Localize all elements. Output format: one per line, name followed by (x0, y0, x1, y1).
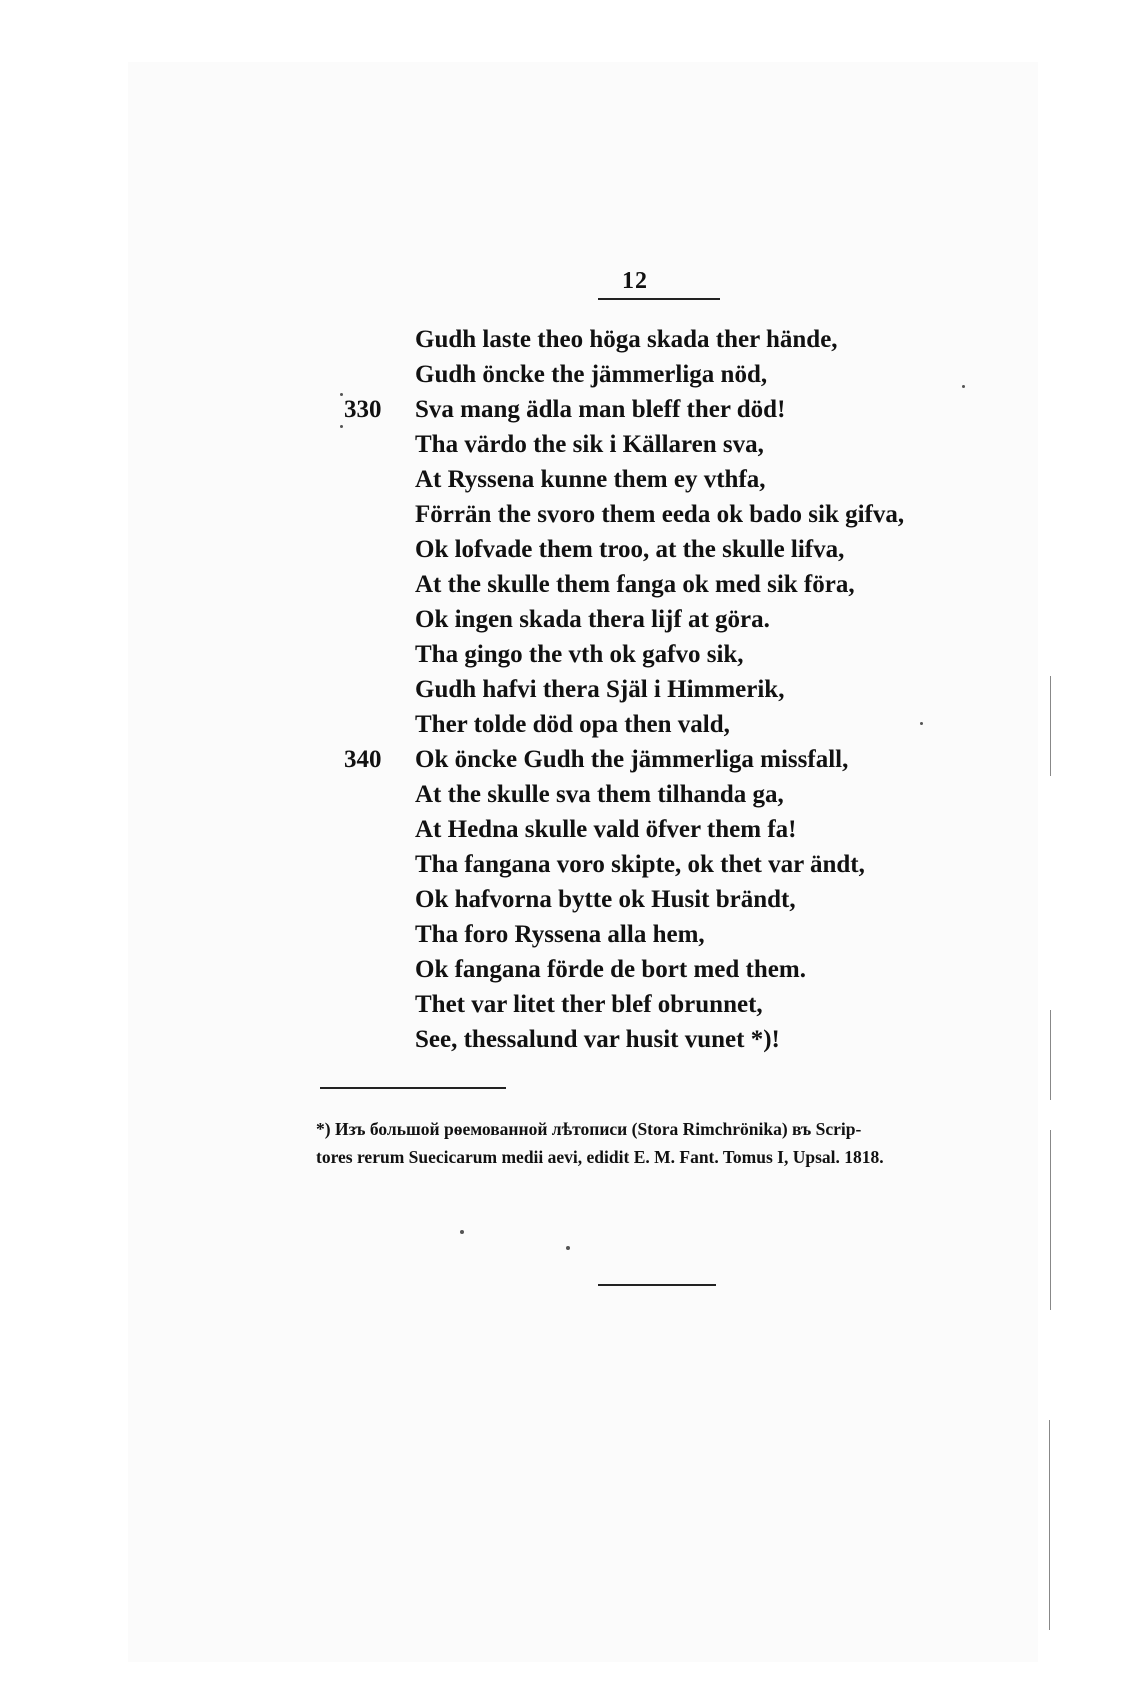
end-rule (598, 1284, 716, 1286)
footnote (316, 1115, 996, 1171)
verse-line (344, 427, 984, 462)
verse-line (344, 882, 984, 917)
scan-edge-line (1050, 1130, 1051, 1310)
verse-text: At Hedna skulle vald öfver them fa! (415, 816, 797, 843)
line-number: 330 (344, 396, 382, 423)
footnote-line-1: *) Изъ большой рѳемованной лѣтописи (Stora Rimchrönika) въ Scrip- (316, 1119, 862, 1139)
scan-edge-line (1049, 1420, 1050, 1630)
verse-line (344, 322, 984, 357)
verse-line (344, 952, 984, 987)
verse-text: Ok fangana förde de bort med them. (415, 956, 806, 983)
footnote-line-2: tores rerum Suecicarum medii aevi, edidit E. M. Fant. Tomus I, Upsal. 1818. (316, 1147, 884, 1167)
verse-text: Tha gingo the vth ok gafvo sik, (415, 641, 744, 668)
verse-text: Gudh öncke the jämmerliga nöd, (415, 361, 768, 388)
scan-speck (566, 1246, 570, 1250)
scan-edge-line (1050, 676, 1051, 776)
page-number: 12 (622, 268, 648, 294)
verse-text: Ther tolde död opa then vald, (415, 711, 730, 738)
verse-text: Gudh hafvi thera Själ i Himmerik, (415, 676, 785, 703)
line-number: 340 (344, 746, 382, 773)
verse-block (344, 322, 984, 1057)
verse-text: Ok öncke Gudh the jämmerliga missfall, (415, 746, 849, 773)
verse-text: See, thessalund var husit vunet *)! (415, 1026, 780, 1053)
verse-line (344, 987, 984, 1022)
verse-line (344, 917, 984, 952)
verse-line (344, 812, 984, 847)
verse-text: At the skulle them fanga ok med sik föra, (415, 571, 855, 598)
verse-text: Sva mang ädla man bleff ther död! (415, 396, 786, 423)
verse-line (344, 392, 984, 427)
verse-line (344, 1022, 984, 1057)
verse-line (344, 672, 984, 707)
verse-line (344, 602, 984, 637)
verse-text: Ok hafvorna bytte ok Husit brändt, (415, 886, 796, 913)
scan-edge-line (1050, 1010, 1051, 1100)
verse-line (344, 637, 984, 672)
verse-line (344, 357, 984, 392)
verse-line (344, 462, 984, 497)
verse-line (344, 777, 984, 812)
verse-text: Gudh laste theo höga skada ther hände, (415, 326, 838, 353)
verse-text: Tha fangana voro skipte, ok thet var ändt, (415, 851, 865, 878)
scan-speck (460, 1230, 464, 1234)
verse-text: Thet var litet ther blef obrunnet, (415, 991, 763, 1018)
scan-speck (340, 393, 343, 396)
verse-line (344, 497, 984, 532)
verse-text: Ok lofvade them troo, at the skulle lifva, (415, 536, 845, 563)
footnote-rule (320, 1087, 506, 1089)
verse-text: Tha foro Ryssena alla hem, (415, 921, 705, 948)
verse-line (344, 742, 984, 777)
verse-line (344, 532, 984, 567)
verse-text: Tha värdo the sik i Källaren sva, (415, 431, 764, 458)
verse-line (344, 567, 984, 602)
verse-line (344, 847, 984, 882)
verse-text: At the skulle sva them tilhanda ga, (415, 781, 784, 808)
verse-text: At Ryssena kunne them ey vthfa, (415, 466, 766, 493)
verse-text: Ok ingen skada thera lijf at göra. (415, 606, 770, 633)
verse-text: Förrän the svoro them eeda ok bado sik gifva, (415, 501, 905, 528)
header-rule (598, 298, 720, 300)
scan-speck (340, 425, 343, 428)
verse-line (344, 707, 984, 742)
